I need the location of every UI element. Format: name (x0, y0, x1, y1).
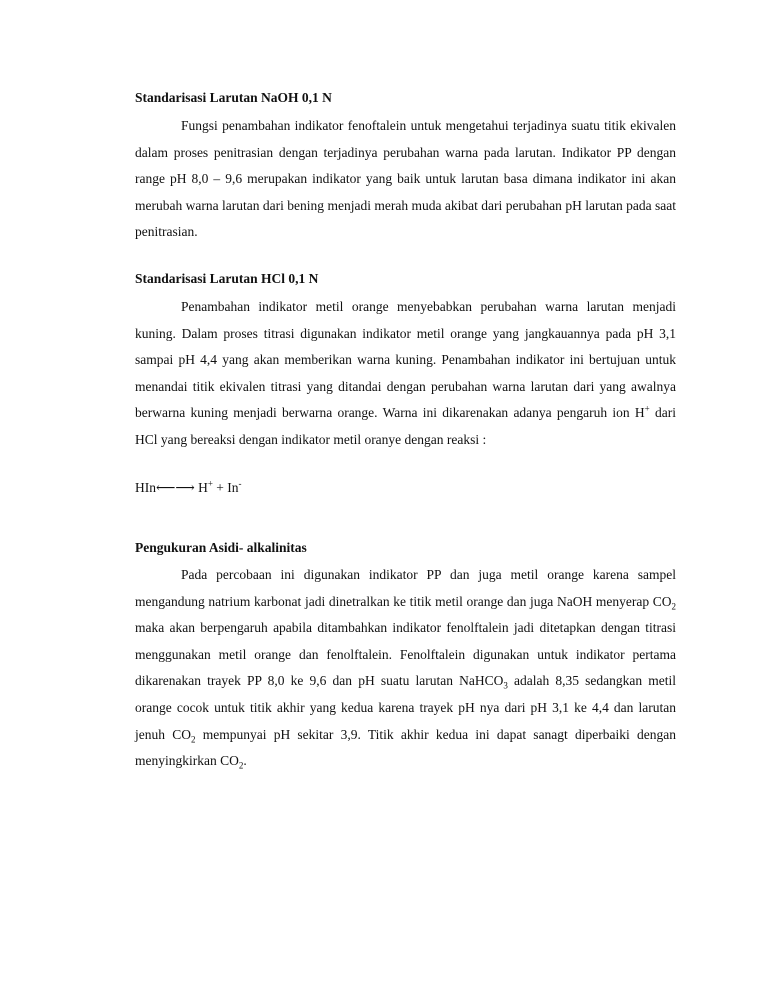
co2-subscript-1: 2 (671, 601, 676, 612)
heading-hcl-standardization: Standarisasi Larutan HCl 0,1 N (135, 271, 319, 286)
heading-naoh-standardization: Standarisasi Larutan NaOH 0,1 N (135, 90, 332, 105)
equilibrium-arrow: ⟵⟶ (156, 480, 195, 495)
nahco3-subscript: 3 (503, 681, 508, 692)
acidity-text-3: adalah 8,35 sedangkan metil orange cocok untuk titik akhir yang kedua karena trayek pH nya dari pH 3,1 ke 4,4 dan larutan jenuh CO (135, 673, 676, 742)
paragraph-acidity (135, 562, 676, 775)
acidity-text-2: maka akan berpengaruh apabila ditambahkan indikator fenolftalein jadi ditetapkan dengan titrasi menggunakan metil orange dan fenolftalein. Fenolftalein digunakan untuk indikator pertama dikarenakan trayek PP 8,0 ke 9,6 dan pH suatu larutan NaHCO (135, 620, 676, 689)
acidity-text-4: mempunyai pH sekitar 3,9. Titik akhir kedua ini dapat sanagt diperbaiki dengan menyingkirkan CO (135, 726, 676, 769)
acidity-text-1: Pada percobaan ini digunakan indikator PP dan juga metil orange karena sampel mengandung natrium karbonat jadi dinetralkan ke titik metil orange dan juga NaOH menyerap CO (135, 567, 676, 609)
h-ion-superscript: + (644, 403, 650, 414)
equation-lhs: HIn (135, 480, 156, 495)
paragraph-hcl-text-a: Penambahan indikator metil orange menyebabkan perubahan warna larutan menjadi kuning. Dalam proses titrasi digunakan indikator metil orange yang jangkauannya pada pH 3,1 sampai pH 4,4 yang akan memberikan warna kuning. Penambahan indikator ini bertujuan untuk menandai titik ekivalen titrasi yang ditandai dengan perubahan warna larutan dari yang awalnya berwarna kuning menjadi berwarna orange. Warna ini dikarenakan adanya pengaruh ion H (135, 299, 676, 421)
equation-h-superscript: + (207, 478, 213, 489)
equation-in-superscript: - (238, 478, 242, 489)
heading-acidity-alkalinity: Pengukuran Asidi- alkalinitas (135, 540, 307, 555)
paragraph-naoh: Fungsi penambahan indikator fenoftalein untuk mengetahui terjadinya suatu titik ekivalen dalam proses penitrasian dengan terjadinya perubahan warna pada larutan. Indikator PP dengan range pH 8,0 – 9,6 merupakan indikator yang baik untuk larutan basa dimana indikator ini akan merubah warna larutan dari bening menjadi merah muda akibat dari perubahan pH larutan pada saat penitrasian. (135, 118, 676, 240)
equation-h: H (198, 480, 208, 495)
co2-subscript-3: 2 (238, 760, 244, 771)
acidity-text-5: . (243, 753, 247, 769)
co2-subscript-2: 2 (190, 734, 196, 745)
paragraph-hcl-text-b: dari HCl yang bereaksi dengan indikator metil oranye dengan reaksi : (135, 405, 676, 447)
paragraph-hcl (135, 294, 676, 454)
equation-plus-in: + In (212, 480, 239, 495)
reaction-equation (135, 480, 242, 496)
